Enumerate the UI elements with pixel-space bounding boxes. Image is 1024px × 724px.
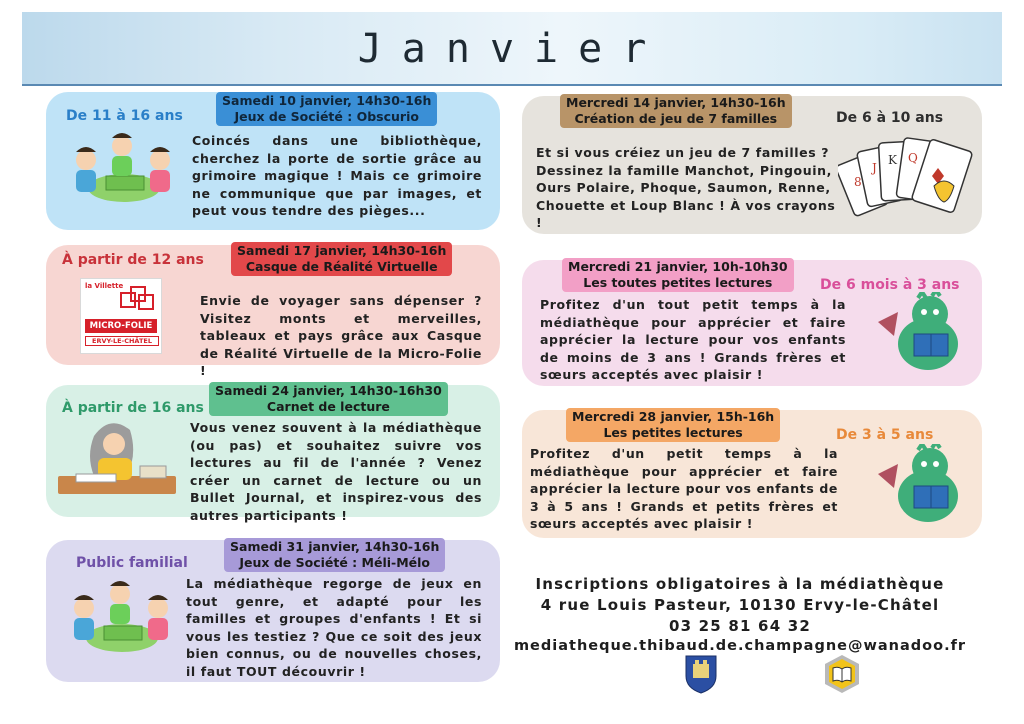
reading-dragon-illustration xyxy=(868,292,972,376)
event-datetime: Samedi 10 janvier, 14h30-16h xyxy=(222,93,432,108)
event-age: De 6 mois à 3 ans xyxy=(820,277,960,293)
event-description: Vous venez souvent à la médiathèque (ou pas) et souhaitez suivre vos lectures au fil de l'année ? Venez créer un carnet de lecture ou un Bullet Journal, et inspirez-vous des autres participants ! xyxy=(190,420,482,523)
event-activity: Carnet de lecture xyxy=(266,399,390,414)
logo-top-text: la Villette xyxy=(85,282,124,290)
playing-cards-illustration xyxy=(838,128,978,228)
event-date-pill xyxy=(566,408,780,442)
event-datetime: Mercredi 21 janvier, 10h-10h30 xyxy=(568,259,788,274)
board-game-kids-illustration xyxy=(58,576,178,662)
event-date-pill xyxy=(224,538,445,572)
writing-woman-illustration xyxy=(54,416,180,500)
registration-notice: Inscriptions obligatoires à la médiathèque xyxy=(535,575,945,593)
svg-text:J: J xyxy=(872,161,877,175)
event-date-pill xyxy=(562,258,794,292)
logo-bottom-text: ERVY-LE-CHÂTEL xyxy=(85,336,159,346)
event-datetime: Samedi 24 janvier, 14h30-16h30 xyxy=(215,383,442,398)
event-age: De 3 à 5 ans xyxy=(836,427,934,443)
board-game-kids-illustration xyxy=(60,130,180,212)
event-datetime: Samedi 17 janvier, 14h30-16h xyxy=(237,243,447,258)
event-description: Profitez d'un petit temps à la médiathèque pour apprécier et faire apprécier la lecture pour vos enfants de 3 à 5 ans ! Grands et petits frères et sœurs acceptés avec plaisir ! xyxy=(530,446,838,531)
event-description: La médiathèque regorge de jeux en tout genre, et adapté pour les familles et groupes d'enfants ! Et si vous les testiez ? Que ce soit des jeux bien connus, ou de nouvelles choses, il faut TOUT découvrir ! xyxy=(186,576,482,679)
micro-folie-logo xyxy=(80,278,162,354)
event-description: Coincés dans une bibliothèque, cherchez la porte de sortie grâce au grimoire magique ! Mais ce grimoire ne communique que par images, et peut vous tendre des pièges... xyxy=(192,133,482,218)
event-activity: Jeux de Société : Méli-Mélo xyxy=(239,555,430,570)
event-age: De 6 à 10 ans xyxy=(836,110,944,126)
event-datetime: Samedi 31 janvier, 14h30-16h xyxy=(230,539,440,554)
event-age: À partir de 16 ans xyxy=(62,400,204,416)
svg-text:Q: Q xyxy=(908,151,918,165)
event-description: Et si vous créiez un jeu de 7 familles ? Dessinez la famille Manchot, Pingouin, Ours Polaire, Phoque, Saumon, Renne, Chouette et Loup Blanc ! À vos crayons ! xyxy=(536,145,836,230)
event-age: À partir de 12 ans xyxy=(62,252,204,268)
event-age: De 11 à 16 ans xyxy=(66,108,183,124)
cube-logo-icon xyxy=(119,283,155,313)
event-date-pill xyxy=(209,382,448,416)
address: 4 rue Louis Pasteur, 10130 Ervy-le-Châtel xyxy=(540,596,940,614)
event-date-pill xyxy=(216,92,437,126)
reading-dragon-illustration xyxy=(868,444,972,528)
header-banner xyxy=(22,12,1002,86)
event-date-pill xyxy=(560,94,792,128)
event-description: Envie de voyager sans dépenser ? Visitez monts et merveilles, tableaux et pays grâce aux Casque de Réalité Virtuelle de la Micro-Folie ! xyxy=(200,293,482,378)
svg-text:8: 8 xyxy=(854,175,862,189)
event-datetime: Mercredi 14 janvier, 14h30-16h xyxy=(566,95,786,110)
event-activity: Casque de Réalité Virtuelle xyxy=(245,259,438,274)
event-datetime: Mercredi 28 janvier, 15h-16h xyxy=(572,409,775,424)
event-activity: Jeux de Société : Obscurio xyxy=(234,109,419,124)
logo-middle-text: MICRO-FOLIE xyxy=(85,319,157,333)
email-link[interactable]: mediatheque.thibaud.de.champagne@wanadoo.fr xyxy=(513,638,967,654)
event-age: Public familial xyxy=(76,555,188,571)
event-activity: Les petites lectures xyxy=(603,425,743,440)
event-activity: Les toutes petites lectures xyxy=(583,275,773,290)
svg-text:K: K xyxy=(888,153,897,167)
phone: 03 25 81 64 32 xyxy=(668,617,812,635)
library-book-icon xyxy=(822,654,862,694)
event-description: Profitez d'un tout petit temps à la médiathèque pour apprécier et faire apprécier la lecture pour vos enfants de moins de 3 ans ! Grands frères et sœurs acceptés avec plaisir ! xyxy=(540,297,846,382)
event-activity: Création de jeu de 7 familles xyxy=(574,111,778,126)
event-date-pill xyxy=(231,242,452,276)
page-title: Janvier xyxy=(357,26,667,72)
town-coat-of-arms-icon xyxy=(684,654,718,694)
